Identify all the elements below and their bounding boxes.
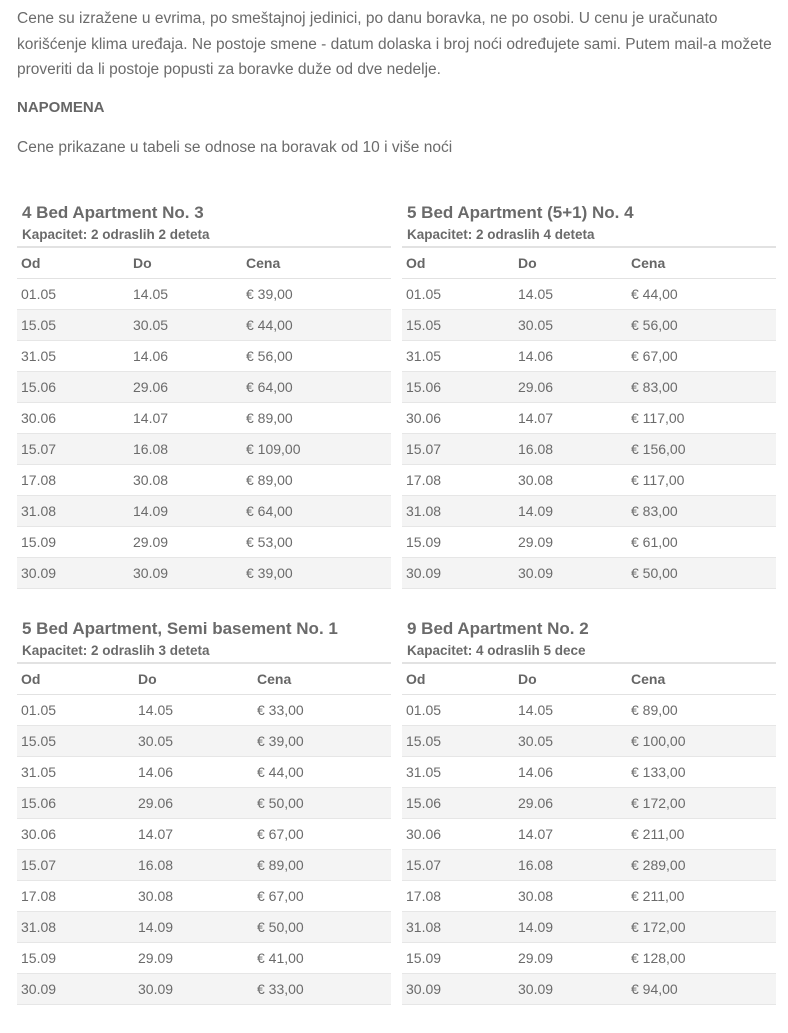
column-header: Cena: [627, 247, 776, 279]
price-cell: € 39,00: [242, 279, 391, 310]
price-table-apartment-3: [17, 202, 391, 589]
price-cell: € 33,00: [253, 974, 391, 1005]
table-row: [402, 372, 776, 403]
price-cell: € 33,00: [253, 695, 391, 726]
table-row: [17, 943, 391, 974]
price-cell: € 64,00: [242, 372, 391, 403]
table-header-row: [402, 247, 776, 279]
price-cell: € 117,00: [627, 465, 776, 496]
date-from-cell: 31.05: [17, 341, 129, 372]
date-from-cell: 30.06: [17, 403, 129, 434]
date-to-cell: 14.06: [129, 341, 242, 372]
table-row: [402, 403, 776, 434]
table-row: [17, 757, 391, 788]
column-header: Od: [402, 663, 514, 695]
table-row: [402, 279, 776, 310]
table-row: [17, 974, 391, 1005]
table-row: [17, 434, 391, 465]
price-cell: € 94,00: [627, 974, 776, 1005]
date-to-cell: 16.08: [514, 850, 627, 881]
note-text: Cene prikazane u tabeli se odnose na boravak od 10 i više noći: [17, 139, 453, 156]
date-to-cell: 30.08: [514, 881, 627, 912]
date-from-cell: 31.05: [17, 757, 134, 788]
date-to-cell: 29.06: [134, 788, 253, 819]
date-from-cell: 31.08: [17, 496, 129, 527]
table-row: [17, 403, 391, 434]
table-header-row: [402, 663, 776, 695]
price-cell: € 67,00: [253, 819, 391, 850]
date-from-cell: 15.05: [17, 726, 134, 757]
date-to-cell: 14.09: [129, 496, 242, 527]
date-to-cell: 29.06: [514, 788, 627, 819]
date-from-cell: 30.09: [402, 558, 514, 589]
price-cell: € 83,00: [627, 372, 776, 403]
price-table: [402, 662, 776, 1005]
table-row: [17, 527, 391, 558]
price-cell: € 61,00: [627, 527, 776, 558]
table-row: [402, 558, 776, 589]
table-row: [402, 912, 776, 943]
date-from-cell: 30.06: [17, 819, 134, 850]
table-row: [17, 310, 391, 341]
date-from-cell: 15.06: [17, 372, 129, 403]
table-row: [17, 850, 391, 881]
date-to-cell: 29.09: [129, 527, 242, 558]
table-title: 4 Bed Apartment No. 3: [22, 203, 204, 222]
table-row: [402, 788, 776, 819]
column-header: Od: [17, 247, 129, 279]
date-to-cell: 30.09: [129, 558, 242, 589]
price-cell: € 83,00: [627, 496, 776, 527]
price-cell: € 117,00: [627, 403, 776, 434]
table-row: [402, 819, 776, 850]
price-cell: € 39,00: [242, 558, 391, 589]
date-to-cell: 16.08: [514, 434, 627, 465]
table-row: [402, 881, 776, 912]
column-header: Cena: [242, 247, 391, 279]
date-to-cell: 14.05: [134, 695, 253, 726]
table-row: [17, 881, 391, 912]
table-row: [17, 788, 391, 819]
date-from-cell: 15.09: [17, 943, 134, 974]
price-cell: € 41,00: [253, 943, 391, 974]
date-to-cell: 14.05: [514, 695, 627, 726]
price-table: [17, 246, 391, 589]
price-cell: € 44,00: [242, 310, 391, 341]
table-capacity: Kapacitet: 2 odraslih 3 deteta: [22, 643, 210, 658]
date-from-cell: 30.09: [17, 558, 129, 589]
price-table: [402, 246, 776, 589]
table-row: [17, 912, 391, 943]
table-row: [402, 310, 776, 341]
table-header-row: [17, 247, 391, 279]
table-header-row: [17, 663, 391, 695]
date-to-cell: 29.09: [134, 943, 253, 974]
price-cell: € 67,00: [627, 341, 776, 372]
price-cell: € 156,00: [627, 434, 776, 465]
date-to-cell: 29.09: [514, 943, 627, 974]
price-cell: € 44,00: [253, 757, 391, 788]
column-header: Do: [129, 247, 242, 279]
price-cell: € 172,00: [627, 912, 776, 943]
price-cell: € 39,00: [253, 726, 391, 757]
table-row: [17, 819, 391, 850]
table-capacity: Kapacitet: 2 odraslih 4 deteta: [407, 227, 595, 242]
price-cell: € 56,00: [627, 310, 776, 341]
table-title: 9 Bed Apartment No. 2: [407, 619, 589, 638]
price-cell: € 211,00: [627, 881, 776, 912]
table-capacity: Kapacitet: 4 odraslih 5 dece: [407, 643, 586, 658]
date-to-cell: 14.07: [514, 819, 627, 850]
date-from-cell: 15.06: [402, 788, 514, 819]
date-from-cell: 15.06: [17, 788, 134, 819]
date-from-cell: 31.08: [402, 496, 514, 527]
table-title: 5 Bed Apartment, Semi basement No. 1: [22, 619, 338, 638]
table-row: [17, 465, 391, 496]
date-to-cell: 30.08: [129, 465, 242, 496]
date-from-cell: 17.08: [402, 465, 514, 496]
price-cell: € 89,00: [253, 850, 391, 881]
column-header: Do: [514, 247, 627, 279]
date-from-cell: 15.09: [17, 527, 129, 558]
date-to-cell: 14.07: [134, 819, 253, 850]
date-to-cell: 14.07: [129, 403, 242, 434]
date-from-cell: 17.08: [17, 881, 134, 912]
date-from-cell: 01.05: [17, 695, 134, 726]
table-row: [402, 943, 776, 974]
date-to-cell: 16.08: [129, 434, 242, 465]
price-table-apartment-1: [17, 618, 391, 1005]
table-row: [17, 558, 391, 589]
date-from-cell: 15.05: [17, 310, 129, 341]
date-from-cell: 15.07: [402, 850, 514, 881]
table-row: [402, 341, 776, 372]
price-cell: € 100,00: [627, 726, 776, 757]
date-from-cell: 15.07: [402, 434, 514, 465]
table-row: [17, 372, 391, 403]
price-cell: € 50,00: [627, 558, 776, 589]
price-cell: € 211,00: [627, 819, 776, 850]
intro-text: Cene su izražene u evrima, po smeštajnoj jedinici, po danu boravka, ne po osobi. U cenu je uračunato korišćenje klima uređaja. Ne postoje smene - datum dolaska i broj noći određujete sami. Putem mail-a možete proveriti da li postoje popusti za boravke duže od dve nedelje.: [17, 10, 772, 78]
price-cell: € 50,00: [253, 788, 391, 819]
date-to-cell: 14.09: [514, 496, 627, 527]
price-cell: € 50,00: [253, 912, 391, 943]
price-cell: € 53,00: [242, 527, 391, 558]
date-from-cell: 31.05: [402, 341, 514, 372]
date-to-cell: 30.08: [134, 881, 253, 912]
date-from-cell: 01.05: [17, 279, 129, 310]
date-from-cell: 15.07: [17, 434, 129, 465]
date-to-cell: 14.05: [514, 279, 627, 310]
date-from-cell: 31.08: [402, 912, 514, 943]
date-to-cell: 29.06: [514, 372, 627, 403]
price-cell: € 64,00: [242, 496, 391, 527]
price-table-apartment-2: [402, 618, 776, 1005]
price-cell: € 44,00: [627, 279, 776, 310]
table-row: [402, 695, 776, 726]
column-header: Cena: [627, 663, 776, 695]
table-row: [402, 465, 776, 496]
date-to-cell: 30.05: [514, 310, 627, 341]
table-row: [17, 496, 391, 527]
price-cell: € 289,00: [627, 850, 776, 881]
price-cell: € 109,00: [242, 434, 391, 465]
table-row: [402, 527, 776, 558]
date-from-cell: 17.08: [402, 881, 514, 912]
date-from-cell: 30.06: [402, 403, 514, 434]
date-from-cell: 15.06: [402, 372, 514, 403]
date-to-cell: 16.08: [134, 850, 253, 881]
date-from-cell: 15.05: [402, 310, 514, 341]
price-cell: € 89,00: [242, 465, 391, 496]
date-from-cell: 01.05: [402, 695, 514, 726]
price-table-apartment-4: [402, 202, 776, 589]
date-to-cell: 14.09: [514, 912, 627, 943]
date-from-cell: 15.09: [402, 943, 514, 974]
date-to-cell: 30.05: [129, 310, 242, 341]
date-from-cell: 01.05: [402, 279, 514, 310]
price-cell: € 128,00: [627, 943, 776, 974]
price-cell: € 172,00: [627, 788, 776, 819]
price-table: [17, 662, 391, 1005]
table-row: [402, 434, 776, 465]
date-to-cell: 30.05: [134, 726, 253, 757]
note-heading: NAPOMENA: [17, 99, 105, 116]
price-cell: € 133,00: [627, 757, 776, 788]
price-cell: € 67,00: [253, 881, 391, 912]
date-to-cell: 30.08: [514, 465, 627, 496]
date-from-cell: 15.07: [17, 850, 134, 881]
date-from-cell: 30.09: [402, 974, 514, 1005]
column-header: Cena: [253, 663, 391, 695]
date-from-cell: 31.08: [17, 912, 134, 943]
date-to-cell: 14.06: [134, 757, 253, 788]
date-to-cell: 14.09: [134, 912, 253, 943]
price-cell: € 89,00: [627, 695, 776, 726]
column-header: Od: [17, 663, 134, 695]
table-capacity: Kapacitet: 2 odraslih 2 deteta: [22, 227, 210, 242]
date-to-cell: 14.06: [514, 757, 627, 788]
date-from-cell: 15.05: [402, 726, 514, 757]
table-row: [17, 695, 391, 726]
date-to-cell: 30.09: [514, 974, 627, 1005]
date-from-cell: 30.06: [402, 819, 514, 850]
date-from-cell: 30.09: [17, 974, 134, 1005]
date-to-cell: 14.07: [514, 403, 627, 434]
column-header: Do: [134, 663, 253, 695]
date-from-cell: 31.05: [402, 757, 514, 788]
table-row: [402, 757, 776, 788]
date-to-cell: 14.05: [129, 279, 242, 310]
column-header: Od: [402, 247, 514, 279]
date-from-cell: 15.09: [402, 527, 514, 558]
table-row: [17, 726, 391, 757]
table-row: [402, 850, 776, 881]
table-row: [17, 341, 391, 372]
table-row: [402, 496, 776, 527]
price-cell: € 56,00: [242, 341, 391, 372]
date-to-cell: 29.09: [514, 527, 627, 558]
price-cell: € 89,00: [242, 403, 391, 434]
table-row: [402, 726, 776, 757]
date-to-cell: 30.09: [514, 558, 627, 589]
date-from-cell: 17.08: [17, 465, 129, 496]
column-header: Do: [514, 663, 627, 695]
date-to-cell: 30.09: [134, 974, 253, 1005]
table-title: 5 Bed Apartment (5+1) No. 4: [407, 203, 634, 222]
date-to-cell: 14.06: [514, 341, 627, 372]
date-to-cell: 29.06: [129, 372, 242, 403]
table-row: [402, 974, 776, 1005]
table-row: [17, 279, 391, 310]
date-to-cell: 30.05: [514, 726, 627, 757]
